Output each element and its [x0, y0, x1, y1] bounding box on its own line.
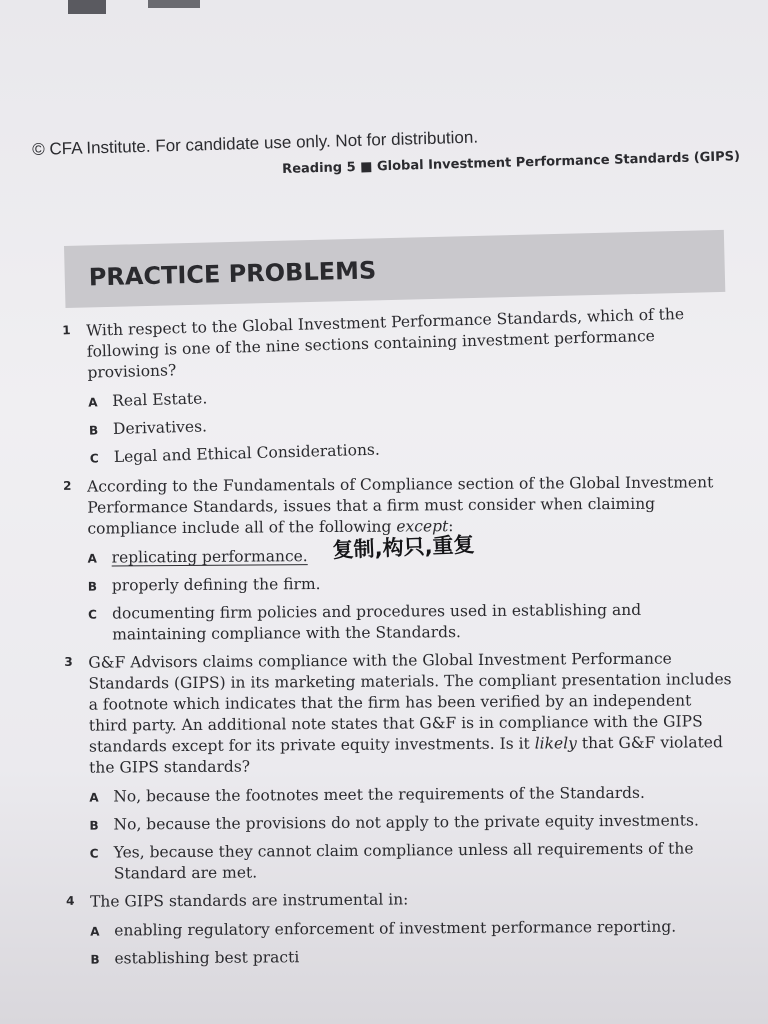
option-text: Legal and Ethical Considerations.	[113, 440, 381, 466]
option-c	[90, 838, 734, 884]
option-text: enabling regulatory enforcement of investment performance reporting.	[114, 917, 677, 940]
stem-text: According to the Fundamentals of Compliance section of the Global Investment Performance Standards, issues that a firm must consider when claiming compliance include all of the following	[87, 473, 714, 538]
section-title: PRACTICE PROBLEMS	[88, 256, 377, 292]
option-a	[87, 532, 732, 568]
option-letter: A	[88, 395, 98, 410]
option-letter: A	[90, 924, 100, 939]
page-edge-mark	[148, 0, 200, 8]
option-text: Derivatives.	[112, 417, 208, 438]
option-letter: C	[89, 451, 99, 466]
problem-stem: With respect to the Global Investment Performance Standards, which of the following is one of the nine sections containing investment performance provisions?	[86, 305, 685, 382]
problem-stem	[87, 472, 731, 539]
problem-number: 4	[65, 893, 75, 908]
option-text: No, because the provisions do not apply to the private equity investments.	[113, 811, 699, 834]
option-text: establishing best practi	[114, 948, 300, 968]
option-text: properly defining the firm.	[111, 575, 321, 595]
page-edge-mark	[68, 0, 106, 14]
problem-number: 3	[64, 654, 73, 669]
stem-emphasis: likely	[534, 734, 577, 753]
stem-text: that G&F violated the GIPS standards?	[89, 733, 723, 777]
problem-stem: The GIPS standards are instrumental in:	[89, 890, 409, 911]
option-text: No, because the footnotes meet the requirements of the Standards.	[113, 783, 645, 806]
option-letter: A	[87, 551, 97, 566]
problem-stem	[88, 648, 733, 778]
option-text: replicating performance.	[111, 547, 308, 567]
problem-3	[42, 648, 734, 885]
option-letter: B	[87, 579, 98, 594]
option-letter: A	[89, 790, 99, 805]
option-text: documenting firm policies and procedures used in establishing and maintaining compliance with the Standards.	[111, 600, 642, 644]
section-banner	[64, 230, 725, 308]
problem-list	[40, 305, 735, 977]
option-letter: C	[87, 607, 97, 622]
option-a	[89, 782, 733, 807]
option-a	[90, 916, 734, 941]
option-b	[88, 571, 732, 596]
running-head: Reading 5 ■ Global Investment Performance Standards (GIPS)	[282, 149, 741, 177]
stem-text: :	[448, 517, 454, 536]
option-letter: B	[88, 423, 99, 438]
option-letter: C	[89, 846, 99, 861]
option-c	[88, 599, 732, 645]
problem-2	[41, 472, 732, 646]
option-text: Yes, because they cannot claim compliance unless all requirements of the Standard are met.	[113, 839, 694, 883]
option-b	[90, 944, 734, 969]
copyright-notice: © CFA Institute. For candidate use only. Not for distribution.	[32, 127, 479, 159]
stem-text: G&F Advisors claims compliance with the Global Investment Performance Standards (GIPS) in its marketing materials. The compliant presentation includes a footnote which indicates that the firm has been verified by an independent third party. An additional note states that G&F is in compliance with the GIPS standards except for its private equity investments. Is it	[88, 649, 732, 756]
option-text: Real Estate.	[111, 389, 208, 411]
problem-1	[40, 303, 734, 470]
handwritten-note: 复制,构只,重复	[332, 532, 475, 563]
problem-number: 1	[62, 323, 71, 338]
problem-number: 2	[63, 478, 72, 493]
option-letter: B	[89, 818, 99, 833]
option-b	[89, 810, 733, 835]
option-letter: B	[90, 952, 100, 967]
stem-emphasis: except	[396, 517, 449, 536]
problem-4	[44, 887, 735, 970]
